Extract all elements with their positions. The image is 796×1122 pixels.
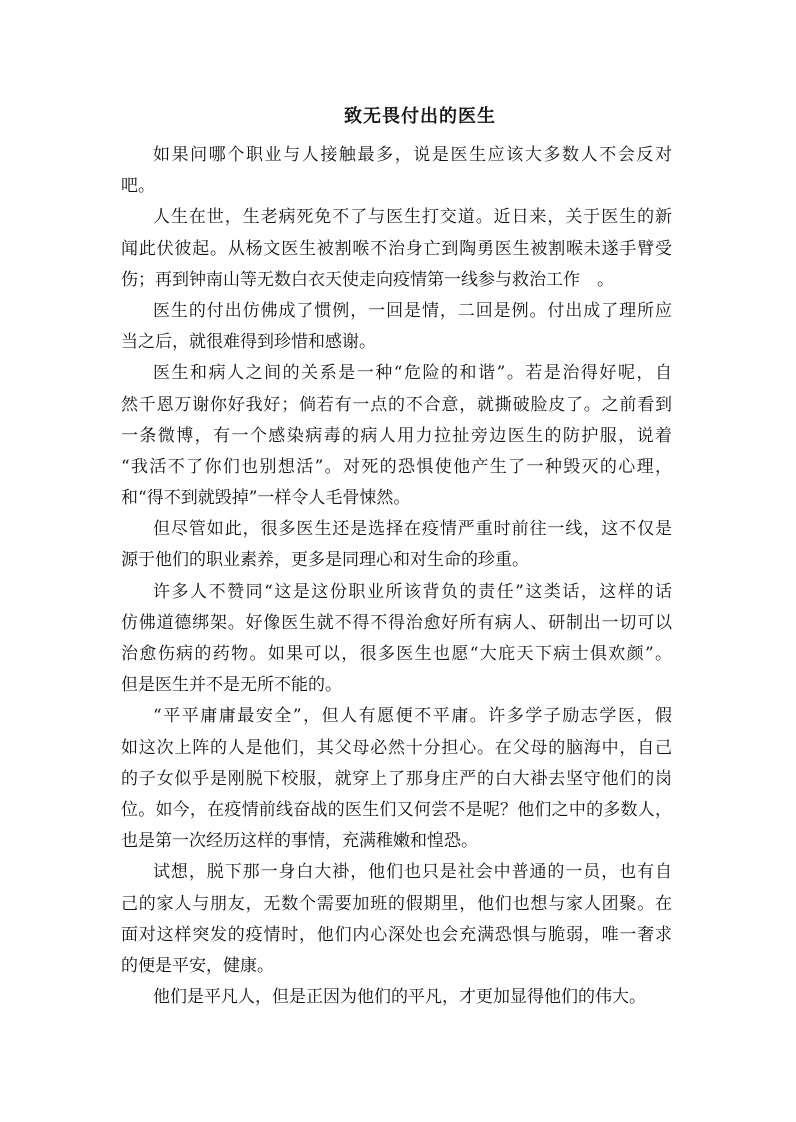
text-line: “平平庸庸最安全”，但人有愿便不平庸。许多学子励志学医，假: [153, 706, 672, 727]
text-line: 源于他们的职业素养，更多是同理心和对生命的珍重。: [121, 550, 529, 571]
text-line: 试想，脱下那一身白大褂，他们也只是社会中普通的一员，也有自: [153, 862, 672, 883]
text-line: 仿佛道德绑架。好像医生就不得不得治愈好所有病人、研制出一切可以: [121, 612, 672, 633]
paragraph: [121, 296, 672, 358]
text-line: 面对这样突发的疫情时，他们内心深处也会充满恐惧与脆弱，唯一奢求: [121, 924, 672, 945]
text-line: 闻此伏彼起。从杨文医生被割喉不治身亡到陶勇医生被割喉未遂手臂受: [121, 238, 672, 259]
paragraph: [121, 982, 672, 1013]
text-line: 位。如今，在疫情前线奋战的医生们又何尝不是呢？他们之中的多数人，: [121, 799, 672, 820]
paragraph: [121, 701, 672, 857]
document-body: [121, 140, 672, 1013]
text-line: 如果问哪个职业与人接触最多，说是医生应该大多数人不会反对: [153, 145, 672, 165]
text-line: 伤；再到钟南山等无数白衣天使走向疫情第一线参与救治工作 。: [121, 269, 614, 290]
text-line: 治愈伤病的药物。如果可以，很多医生也愿“大庇天下病士俱欢颜”。: [121, 644, 672, 664]
paragraph: [121, 857, 672, 982]
text-line: 当之后，就很难得到珍惜和感谢。: [121, 332, 376, 353]
text-line: 然千恩万谢你好我好；倘若有一点的不合意，就撕破脸皮了。之前看到: [121, 394, 672, 415]
text-line: “我活不了你们也别想活”。对死的恐惧使他产生了一种毁灭的心理，: [121, 456, 672, 477]
text-line: 许多人不赞同“这是这份职业所该背负的责任”这类话，这样的话: [153, 581, 672, 602]
text-line: 的子女似乎是刚脱下校服，就穿上了那身庄严的白大褂去坚守他们的岗: [121, 768, 672, 789]
paragraph: [121, 140, 672, 202]
text-line: 医生的付出仿佛成了惯例，一回是情，二回是例。付出成了理所应: [153, 300, 672, 321]
paragraph: [121, 577, 672, 702]
text-line: 也是第一次经历这样的事情，充满稚嫩和惶恐。: [121, 831, 478, 852]
text-line: 但是医生并不是无所不能的。: [121, 675, 342, 696]
paragraph: [121, 514, 672, 576]
text-line: 医生和病人之间的关系是一种“危险的和谐”。若是治得好呢，自: [153, 363, 672, 384]
paragraph: [121, 358, 672, 514]
text-line: 一条微博，有一个感染病毒的病人用力拉扯旁边医生的防护服，说着: [121, 425, 672, 446]
text-line: 如这次上阵的人是他们，其父母必然十分担心。在父母的脑海中，自己: [121, 737, 672, 758]
text-line: 他们是平凡人，但是正因为他们的平凡，才更加显得他们的伟大。: [153, 987, 646, 1008]
paragraph: [121, 202, 672, 296]
text-line: 和“得不到就毁掉”一样令人毛骨悚然。: [121, 488, 411, 509]
document-title: 致无畏付出的医生: [344, 106, 496, 127]
text-line: 己的家人与朋友，无数个需要加班的假期里，他们也想与家人团聚。在: [121, 893, 672, 914]
text-line: 但尽管如此，很多医生还是选择在疫情严重时前往一线，这不仅是: [153, 519, 672, 540]
text-line: 吧。: [121, 176, 155, 197]
text-line: 人生在世，生老病死免不了与医生打交道。近日来，关于医生的新: [153, 207, 672, 228]
text-line: 的便是平安，健康。: [121, 955, 274, 976]
